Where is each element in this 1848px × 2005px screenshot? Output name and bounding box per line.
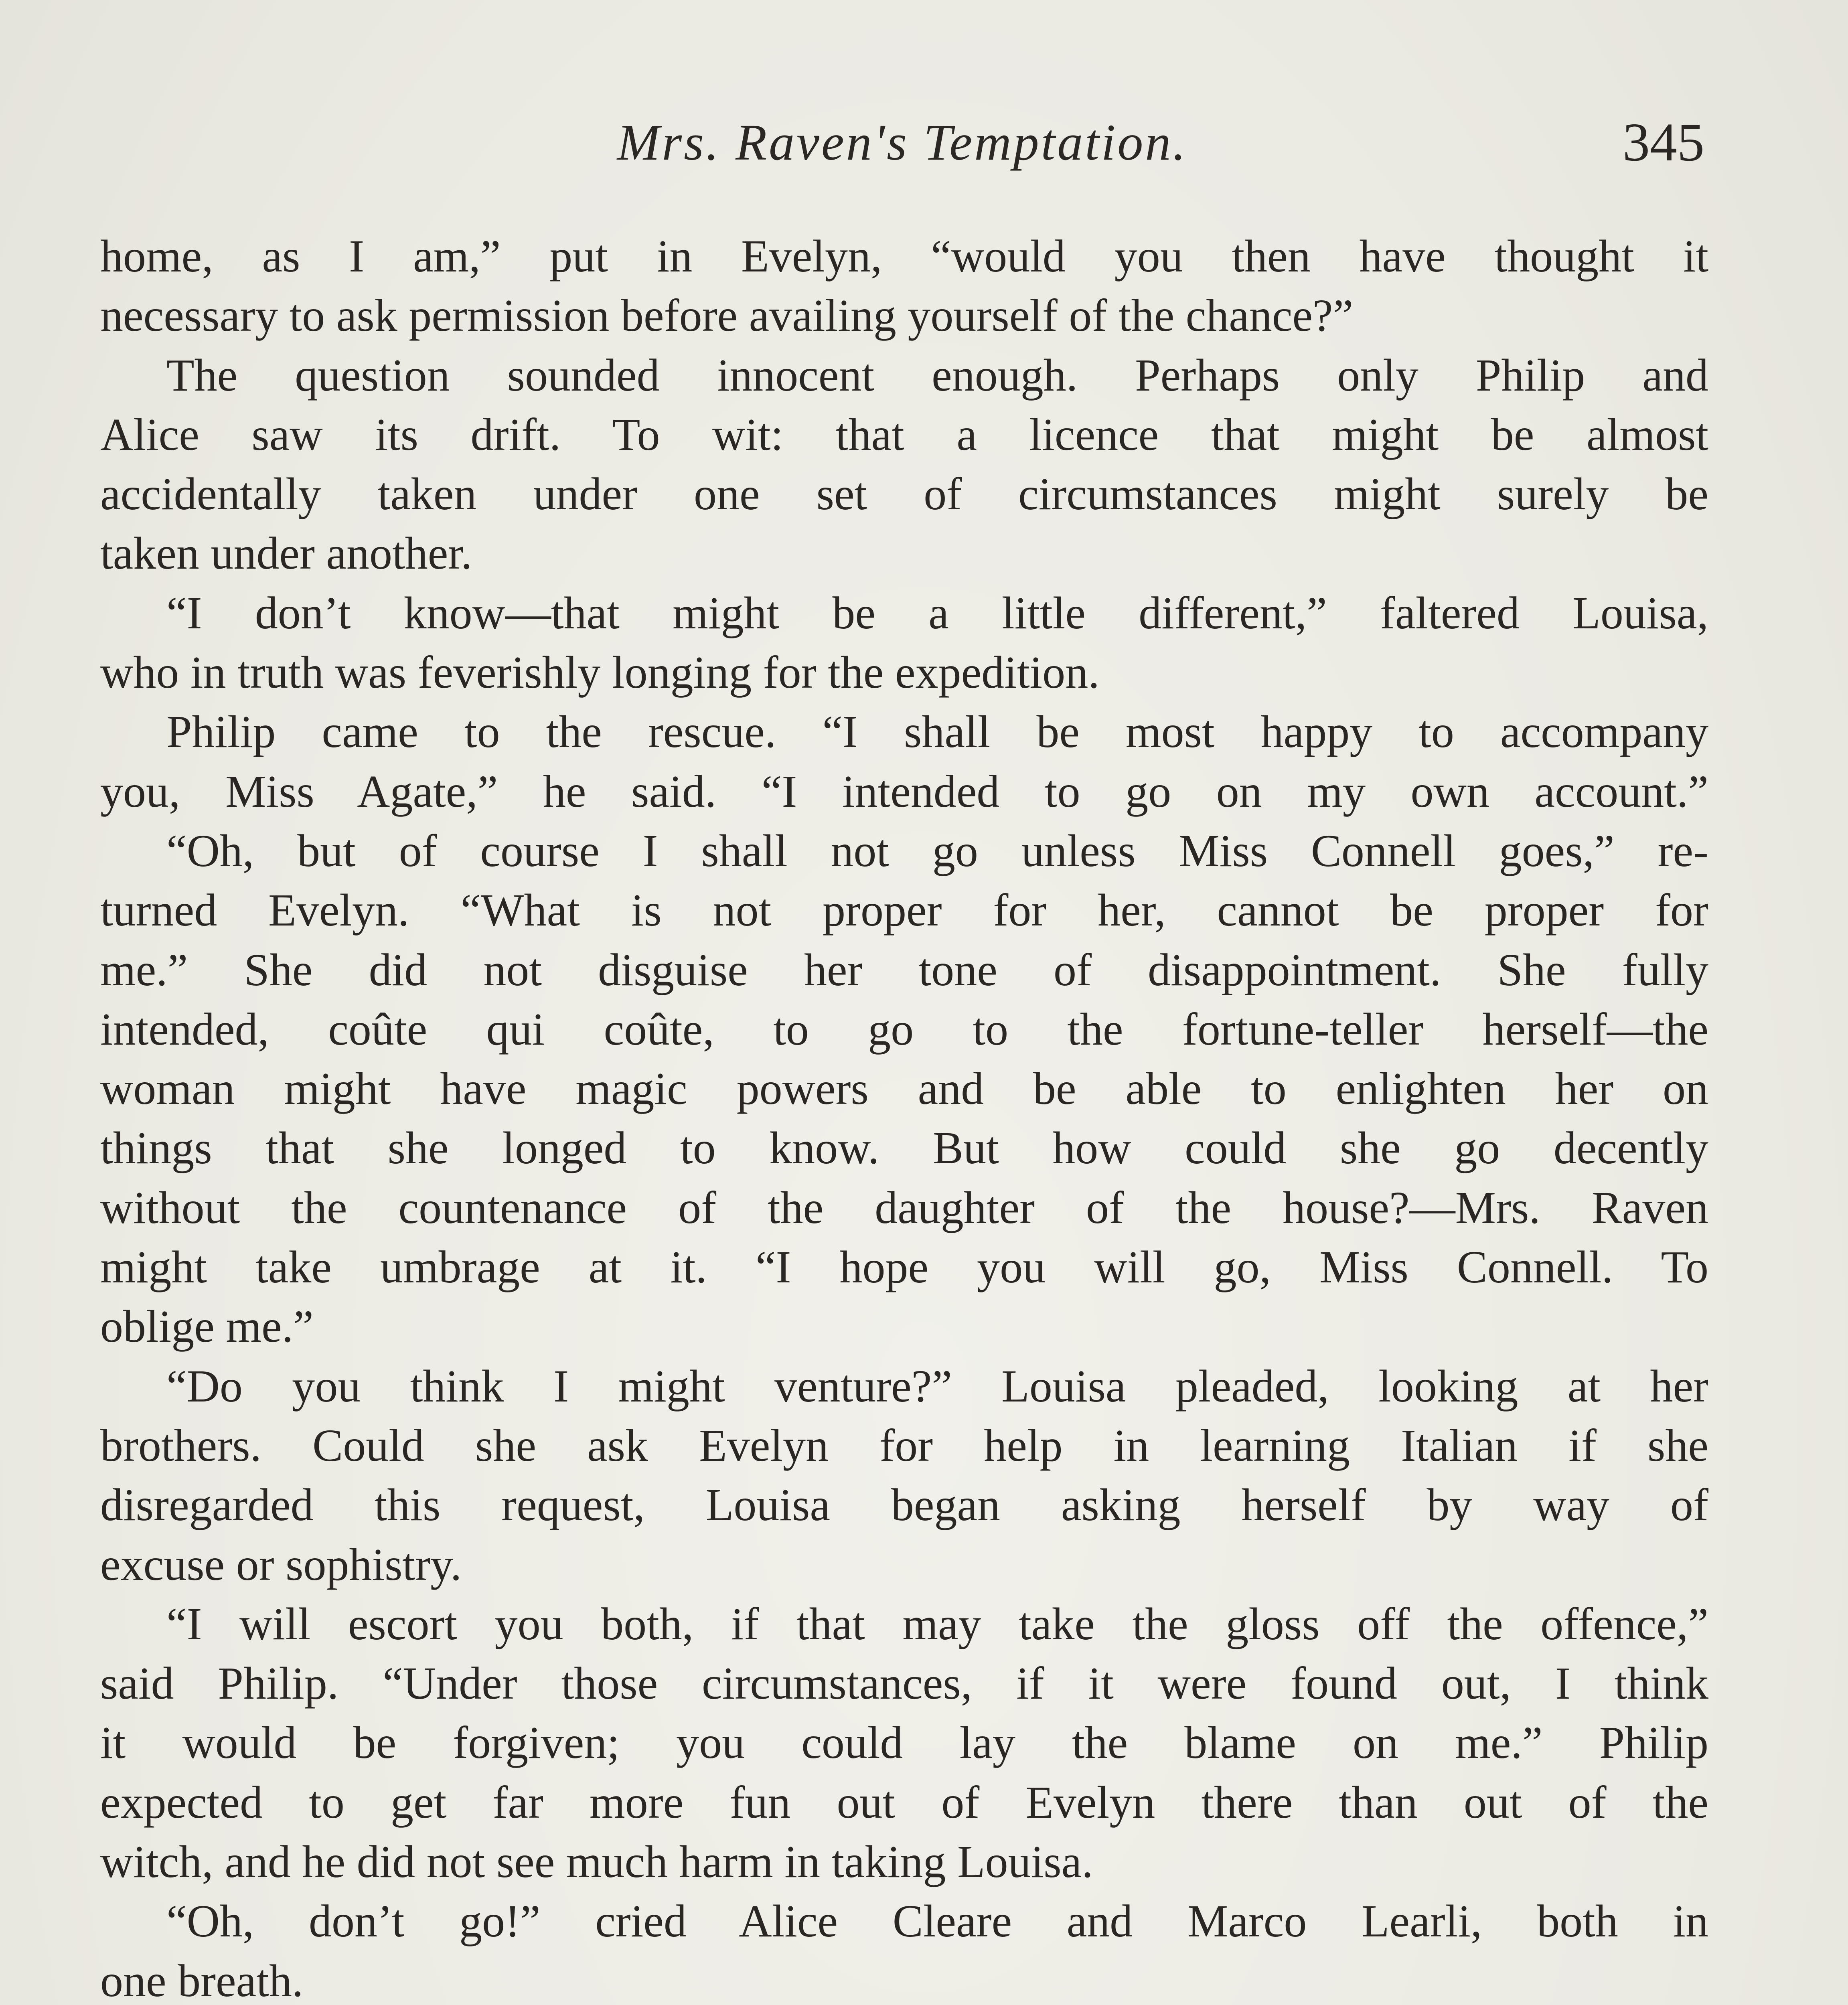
text-line: “Do you think I might venture?” Louisa pleaded, looking at her (166, 1360, 1708, 1412)
text-line: who in truth was feverishly longing for the expedition. (100, 647, 1100, 698)
text-line: excuse or sophistry. (100, 1539, 462, 1590)
text-line: might take umbrage at it. “I hope you will go, Miss Connell. To (100, 1241, 1708, 1293)
text-line: The question sounded innocent enough. Perhaps only Philip and (166, 349, 1708, 401)
text-line: disregarded this request, Louisa began asking herself by way of (100, 1479, 1708, 1531)
text-line: home, as I am,” put in Evelyn, “would you then have thought it (100, 231, 1708, 282)
text-line: Philip came to the rescue. “I shall be most happy to accompany (166, 706, 1708, 757)
text-line: “Oh, don’t go!” cried Alice Cleare and Marco Learli, both in (166, 1896, 1708, 1947)
running-head (100, 102, 1704, 182)
text-line: it would be forgiven; you could lay the blame on me.” Philip (100, 1717, 1708, 1768)
text-line: “I will escort you both, if that may take the gloss off the offence,” (166, 1598, 1708, 1649)
text-line: expected to get far more fun out of Evelyn there than out of the (100, 1776, 1708, 1828)
text-line: things that she longed to know. But how could she go decently (100, 1122, 1708, 1174)
text-line: taken under another. (100, 528, 472, 579)
text-line: “Oh, but of course I shall not go unless Miss Connell goes,” re- (166, 825, 1708, 876)
text-line: witch, and he did not see much harm in taking Louisa. (100, 1836, 1093, 1888)
text-line: oblige me.” (100, 1301, 314, 1352)
text-line: said Philip. “Under those circumstances, if it were found out, I think (100, 1658, 1708, 1709)
text-line: you, Miss Agate,” he said. “I intended to go on my own account.” (100, 766, 1708, 817)
text-line: intended, coûte qui coûte, to go to the fortune-teller herself—the (100, 1003, 1708, 1055)
text-line: without the countenance of the daughter of the house?—Mrs. Raven (100, 1182, 1708, 1233)
text-line: Alice saw its drift. To wit: that a licence that might be almost (100, 409, 1708, 460)
text-line: necessary to ask permission before availing yourself of the chance?” (100, 290, 1354, 341)
text-line: turned Evelyn. “What is not proper for her, cannot be proper for (100, 885, 1708, 936)
text-line: woman might have magic powers and be able to enlighten her on (100, 1063, 1708, 1114)
text-line: brothers. Could she ask Evelyn for help in learning Italian if she (100, 1420, 1708, 1471)
body-text (100, 227, 1708, 2005)
text-line: accidentally taken under one set of circumstances might surely be (100, 468, 1708, 520)
text-line: me.” She did not disguise her tone of disappointment. She fully (100, 944, 1708, 995)
page-number: 345 (1623, 112, 1704, 172)
text-line: one breath. (100, 1955, 304, 2005)
running-title: Mrs. Raven's Temptation. (617, 114, 1188, 171)
text-line: “I don’t know—that might be a little different,” faltered Louisa, (166, 587, 1708, 638)
